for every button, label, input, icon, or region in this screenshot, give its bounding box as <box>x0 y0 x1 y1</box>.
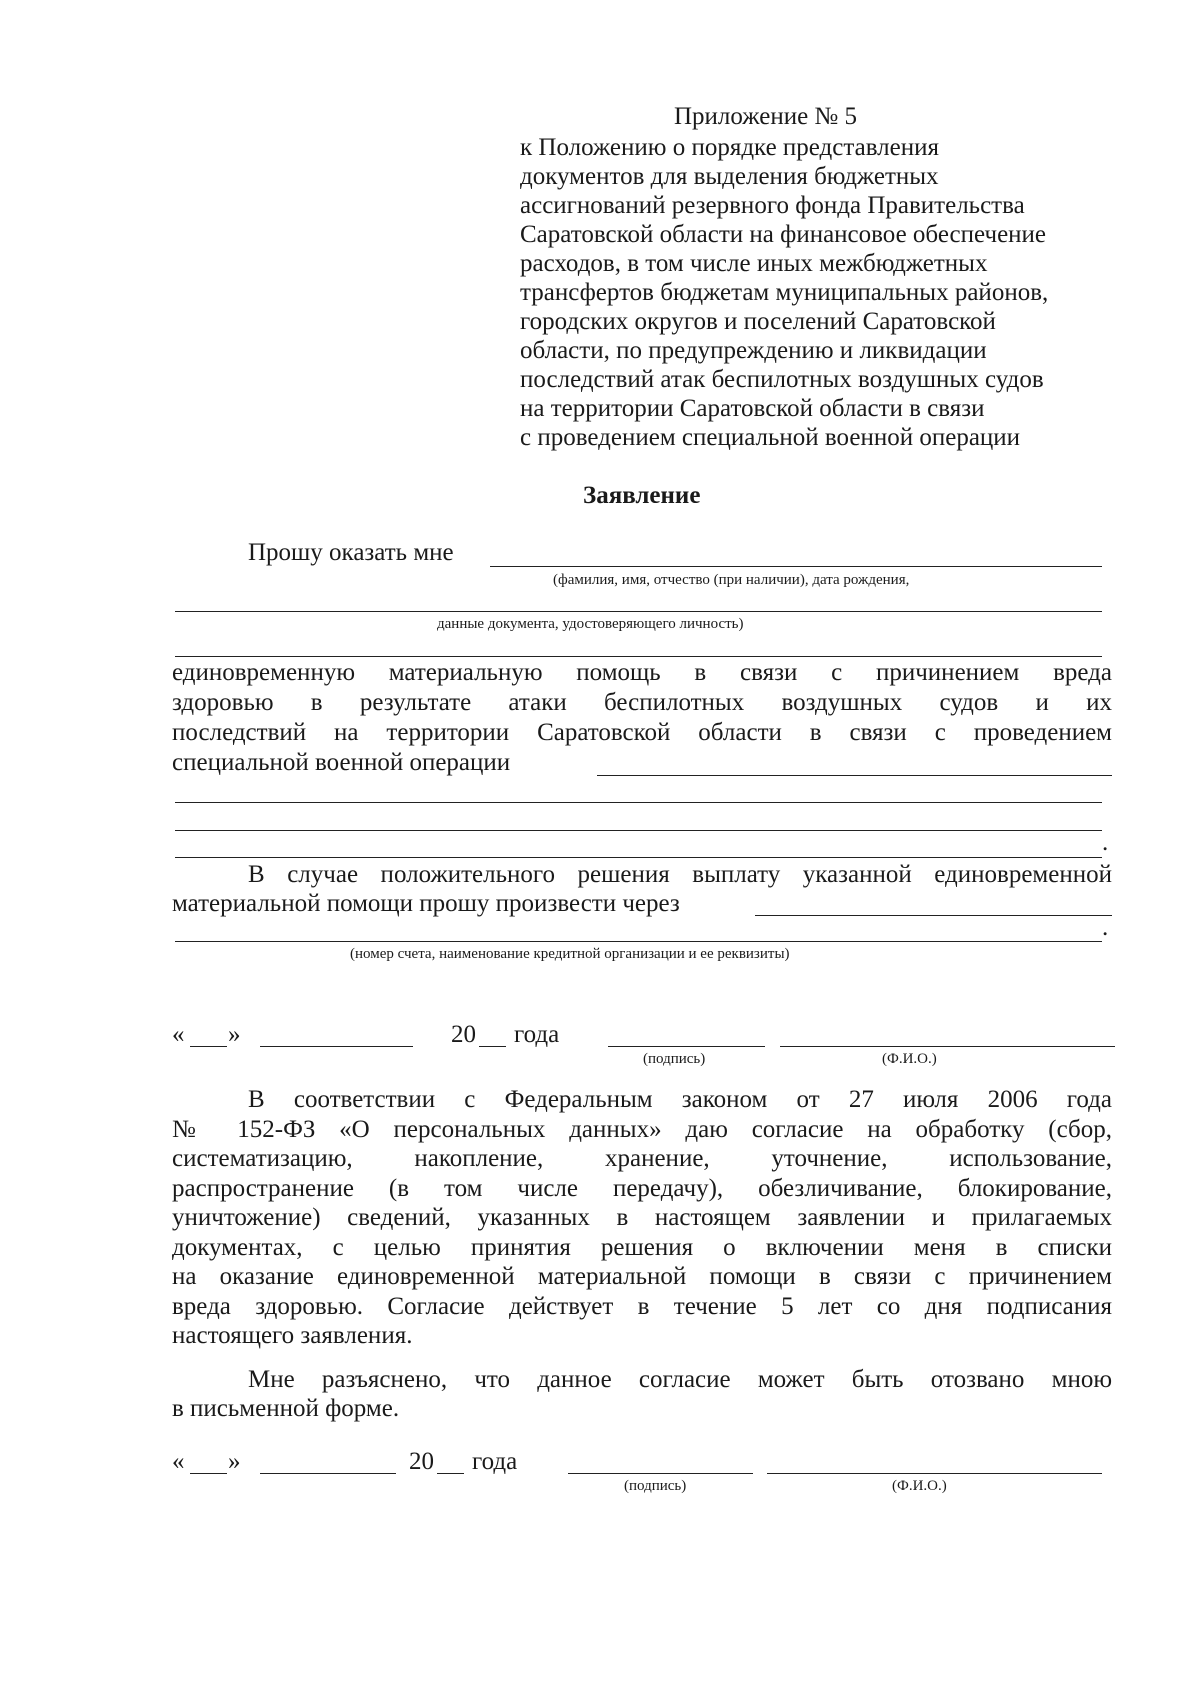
consent-line: на оказание единовременной материальной помощи в связи с причинением <box>172 1263 1112 1290</box>
document-title: Заявление <box>583 482 701 509</box>
fio-caption: (Ф.И.О.) <box>892 1478 947 1494</box>
open-quote: « <box>172 1021 185 1048</box>
fio-field-line[interactable] <box>767 1473 1102 1474</box>
open-quote: « <box>172 1448 185 1475</box>
request-paragraph-line: здоровью в результате атаки беспилотных воздушных судов и их <box>172 689 1112 716</box>
month-field-line[interactable] <box>260 1046 413 1047</box>
consent-line: уничтожение) сведений, указанных в настоящем заявлении и прилагаемых <box>172 1204 1112 1231</box>
header-line: Саратовской области на финансовое обеспечение <box>520 221 1047 248</box>
header-line: городских округов и поселений Саратовской <box>520 308 996 335</box>
consent-line: вреда здоровью. Согласие действует в течение 5 лет со дня подписания <box>172 1293 1112 1320</box>
signature-caption: (подпись) <box>643 1051 706 1067</box>
name-caption: (фамилия, имя, отчество (при наличии), дата рождения, <box>553 572 910 588</box>
identity-field-line[interactable] <box>175 611 1102 612</box>
period: . <box>1102 829 1109 856</box>
close-quote: » <box>228 1021 241 1048</box>
consent-line: В соответствии с Федеральным законом от 27 июля 2006 года <box>248 1086 1112 1113</box>
fio-caption: (Ф.И.О.) <box>882 1051 937 1067</box>
period: . <box>1102 914 1109 941</box>
header-line: ассигнований резервного фонда Правительства <box>520 192 1025 219</box>
reason-field-line-2[interactable] <box>175 802 1102 803</box>
payment-field-line-2[interactable] <box>175 941 1102 942</box>
consent-line: распространение (в том числе передачу), обезличивание, блокирование, <box>172 1175 1112 1202</box>
consent-line: № 152-ФЗ «О персональных данных» даю согласие на обработку (сбор, <box>172 1116 1112 1143</box>
header-line: области, по предупреждению и ликвидации <box>520 337 987 364</box>
appendix-title: Приложение № 5 <box>674 103 858 130</box>
day-field-line[interactable] <box>190 1473 227 1474</box>
request-label: Прошу оказать мне <box>248 539 454 566</box>
day-field-line[interactable] <box>190 1046 227 1047</box>
reason-field-line[interactable] <box>597 775 1112 776</box>
year-field-line[interactable] <box>437 1473 464 1474</box>
reason-field-line-4[interactable] <box>175 857 1102 858</box>
year-prefix: 20 <box>409 1448 434 1475</box>
year-word: года <box>472 1448 518 1475</box>
header-line: трансфертов бюджетам муниципальных районов, <box>520 279 1049 306</box>
consent-last: настоящего заявления. <box>172 1322 413 1349</box>
request-paragraph-line: единовременную материальную помощь в связи с причинением вреда <box>172 659 1112 686</box>
payment-field-line[interactable] <box>755 915 1112 916</box>
signature-field-line[interactable] <box>608 1046 765 1047</box>
header-line: документов для выделения бюджетных <box>520 163 939 190</box>
payment-caption: (номер счета, наименование кредитной организации и ее реквизиты) <box>350 946 790 962</box>
year-prefix: 20 <box>451 1021 476 1048</box>
name-field-line[interactable] <box>490 566 1102 567</box>
request-paragraph-last: специальной военной операции <box>172 749 511 776</box>
header-line: расходов, в том числе иных межбюджетных <box>520 250 988 277</box>
header-line: к Положению о порядке представления <box>520 134 940 161</box>
year-field-line[interactable] <box>479 1046 506 1047</box>
consent-line: документах, с целью принятия решения о включении меня в списки <box>172 1234 1112 1261</box>
header-line: на территории Саратовской области в связи <box>520 395 985 422</box>
identity-field-line-2[interactable] <box>175 656 1102 657</box>
payment-line-1: В случае положительного решения выплату указанной единовременной <box>248 861 1112 888</box>
signature-caption: (подпись) <box>624 1478 687 1494</box>
close-quote: » <box>228 1448 241 1475</box>
year-word: года <box>514 1021 560 1048</box>
payment-line-2: материальной помощи прошу произвести через <box>172 890 680 917</box>
header-line: последствий атак беспилотных воздушных судов <box>520 366 1044 393</box>
request-paragraph-line: последствий на территории Саратовской области в связи с проведением <box>172 719 1112 746</box>
fio-field-line[interactable] <box>780 1046 1115 1047</box>
revoke-line-1: Мне разъяснено, что данное согласие может быть отозвано мною <box>248 1366 1112 1393</box>
header-line: с проведением специальной военной операции <box>520 424 1021 451</box>
identity-caption: данные документа, удостоверяющего личность) <box>437 616 744 632</box>
reason-field-line-3[interactable] <box>175 830 1102 831</box>
consent-line: систематизацию, накопление, хранение, уточнение, использование, <box>172 1145 1112 1172</box>
signature-field-line[interactable] <box>568 1473 753 1474</box>
revoke-line-2: в письменной форме. <box>172 1395 400 1422</box>
month-field-line[interactable] <box>260 1473 396 1474</box>
